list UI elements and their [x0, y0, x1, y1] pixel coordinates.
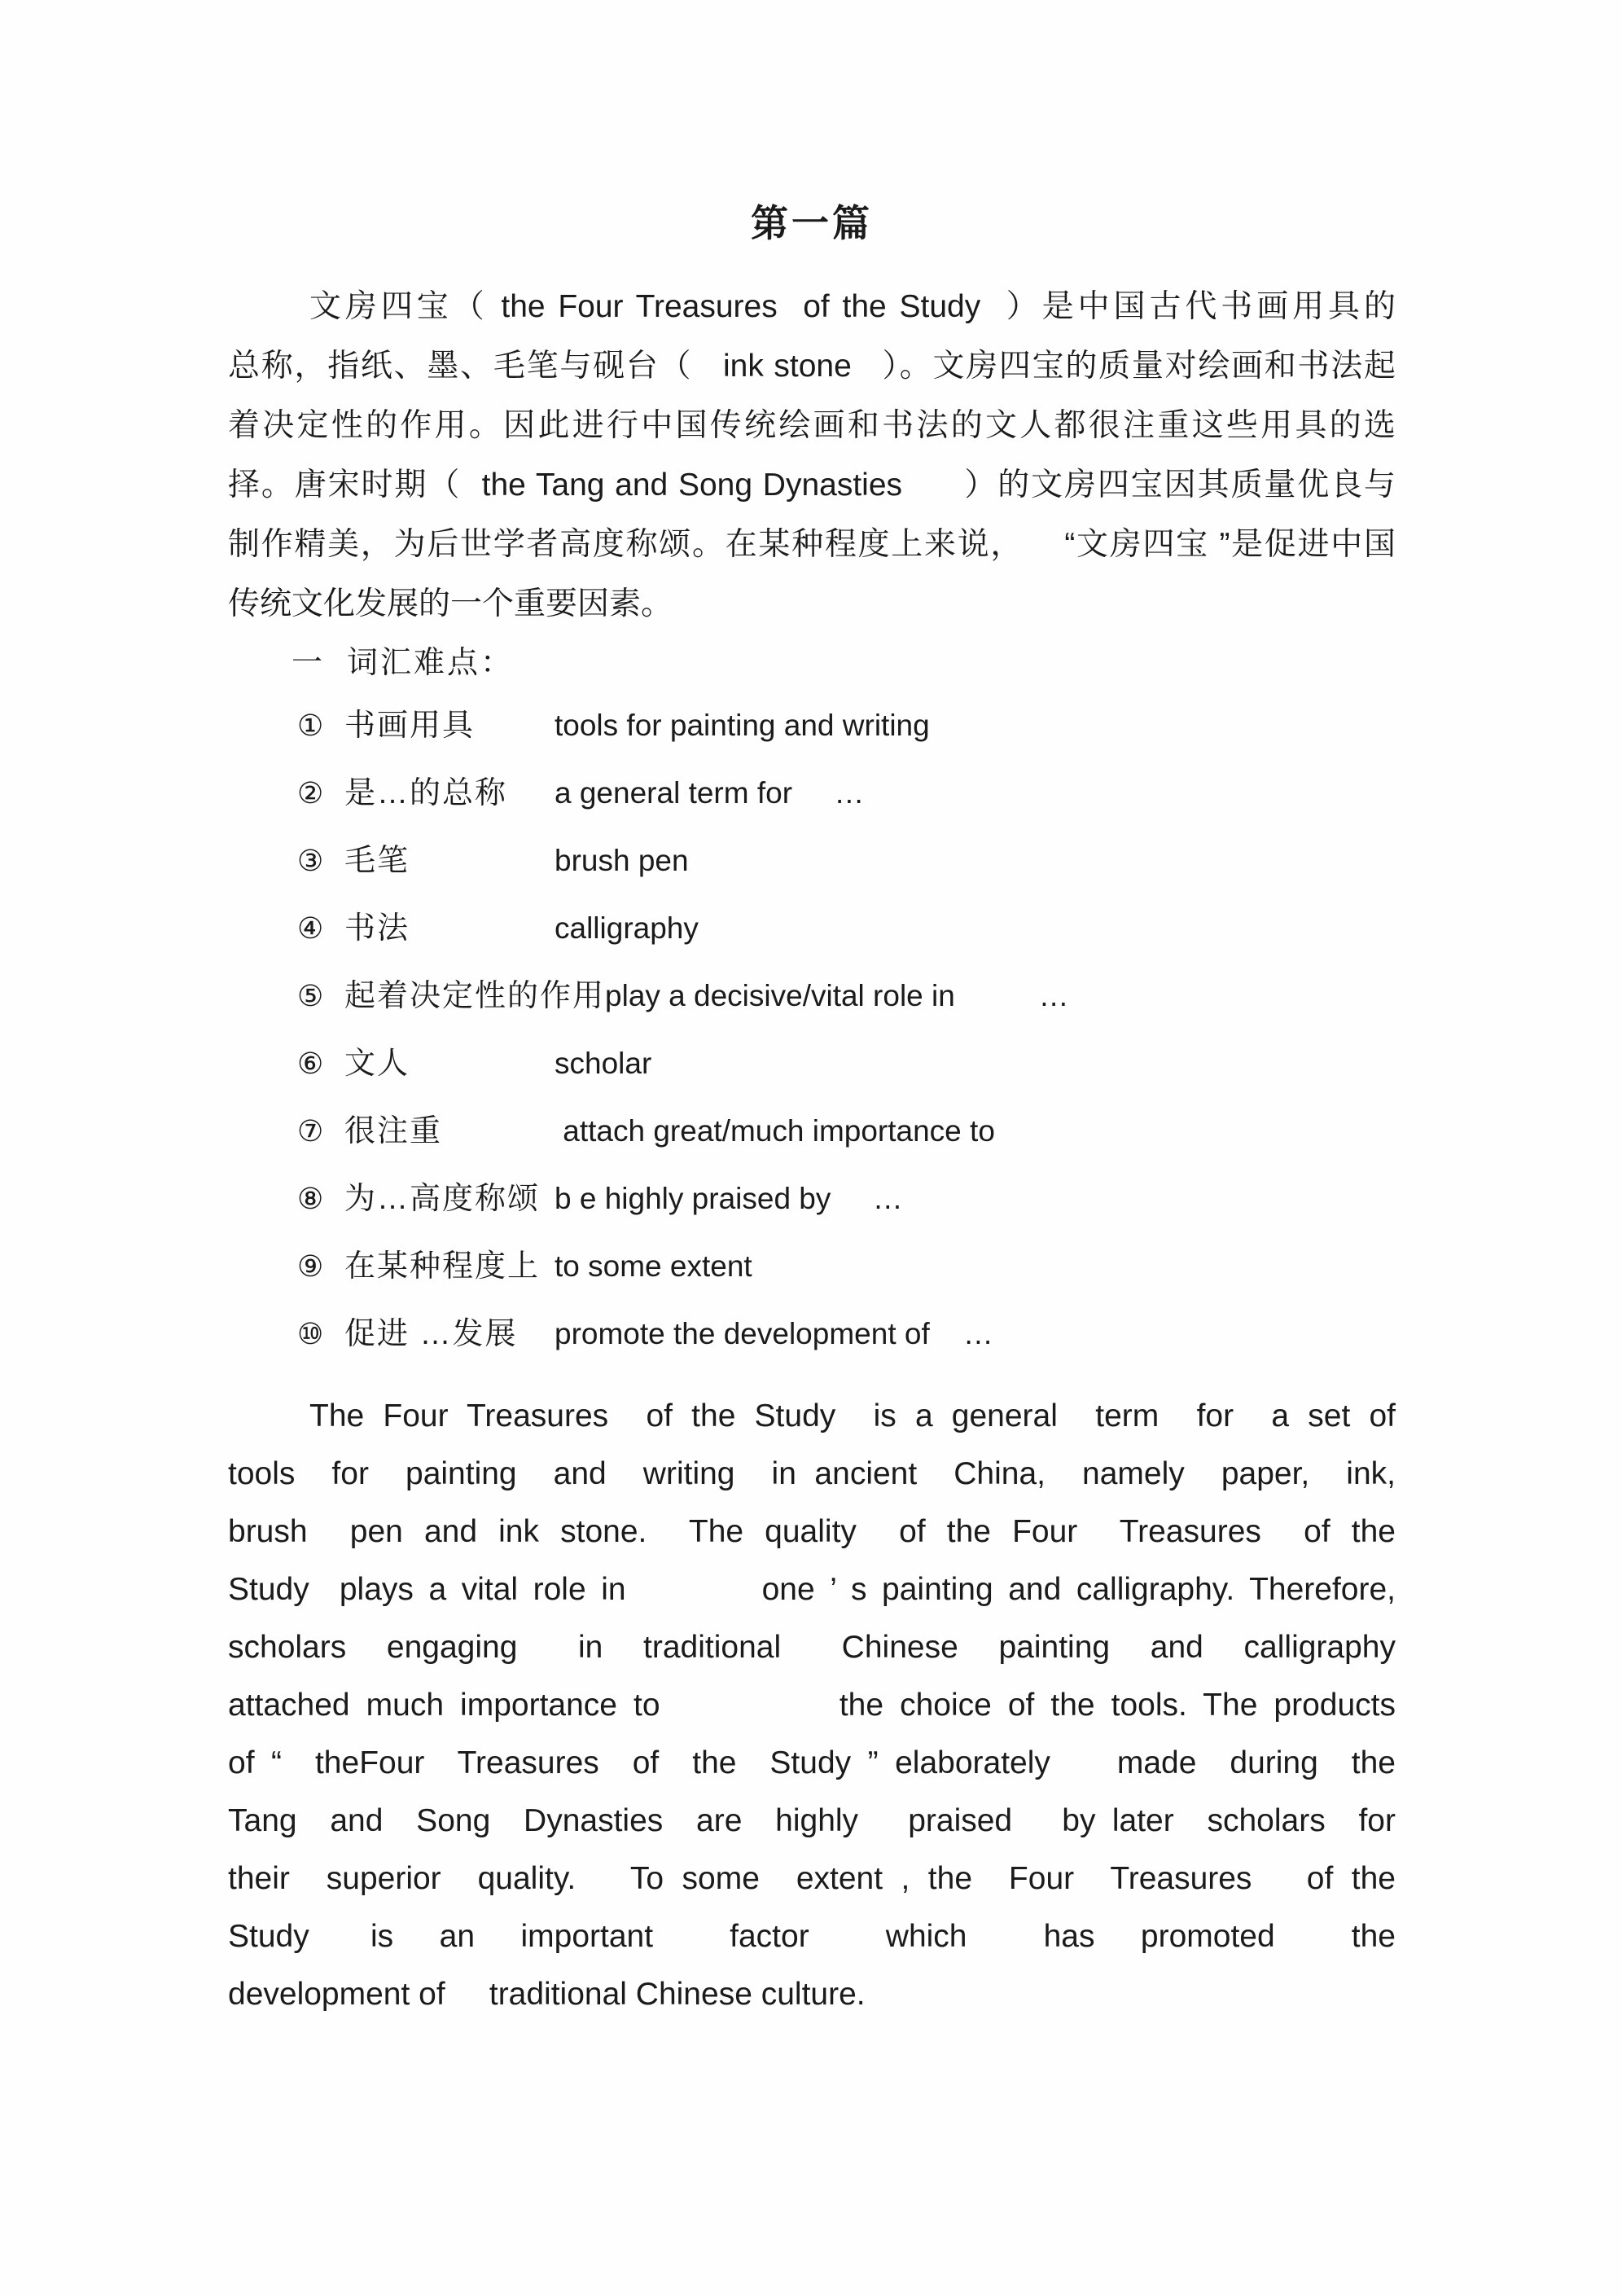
vocab-item — [297, 775, 1396, 812]
vocab-item-definition: scholar — [555, 1047, 652, 1080]
vocab-item-term: 在某种程度上 — [344, 1249, 541, 1284]
paragraph-line: their superior quality. To some extent , the Four Treasures of the — [228, 1861, 1396, 1896]
vocab-item-number: ⑩ — [297, 1317, 324, 1350]
vocab-section-heading — [292, 634, 1396, 692]
vocab-item — [297, 707, 1396, 744]
paragraph-line: tools for painting and writing in ancient China, namely paper, ink, — [228, 1456, 1396, 1491]
vocab-item-term: 文人 — [344, 1047, 410, 1081]
vocab-item-number: ⑦ — [297, 1114, 324, 1148]
vocab-item-number: ⑧ — [297, 1182, 324, 1215]
vocab-item — [297, 1248, 1396, 1285]
vocab-item-definition: tools for painting and writing — [555, 709, 930, 742]
vocab-item — [297, 1113, 1396, 1150]
vocab-item — [297, 1180, 1396, 1218]
paragraph-line: development of traditional Chinese culture. — [228, 1977, 866, 2012]
paragraph-line: 着决定性的作用。因此进行中国传统绘画和书法的文人都很注重这些用具的选 — [228, 408, 1396, 443]
vocab-item — [297, 1045, 1396, 1082]
vocab-item-definition: promote the development of … — [555, 1317, 993, 1350]
paragraph-line: The Four Treasures of the Study is a general term for a set of — [309, 1398, 1396, 1433]
paragraph-line: 总称，指纸、墨、毛笔与砚台（ ink stone ）。文房四宝的质量对绘画和书法起 — [228, 349, 1396, 384]
page-title: 第一篇 — [751, 202, 873, 244]
paragraph-line: 制作精美，为后世学者高度称颂。在某种程度上来说， “文房四宝 ”是促进中国 — [228, 527, 1396, 562]
vocab-item-definition: play a decisive/vital role in … — [605, 979, 1069, 1012]
vocab-item-number: ⑥ — [297, 1047, 324, 1080]
vocab-item-term: 起着决定性的作用 — [344, 979, 606, 1013]
paragraph-line: scholars engaging in traditional Chinese painting and calligraphy — [228, 1630, 1396, 1665]
paragraph-line: Study plays a vital role in one ’ s painting and calligraphy. Therefore, — [228, 1572, 1396, 1607]
paragraph-line: 传统文化发展的一个重要因素。 — [228, 586, 673, 621]
paragraph-line: Study is an important factor which has promoted the — [228, 1919, 1396, 1954]
vocab-item-number: ⑨ — [297, 1249, 324, 1283]
vocab-item-number: ③ — [297, 844, 324, 877]
vocab-item — [297, 842, 1396, 880]
vocab-item-definition: a general term for … — [555, 776, 865, 810]
vocab-heading-label: 词汇难点： — [347, 646, 515, 680]
vocab-item-definition: attach great/much importance to — [555, 1114, 995, 1148]
vocab-list — [228, 707, 1396, 1353]
vocab-item-definition: brush pen — [555, 844, 689, 877]
vocab-item-definition: b e highly praised by … — [555, 1182, 903, 1215]
vocab-item-term: 是…的总称 — [344, 776, 508, 810]
english-paragraph — [228, 1387, 1396, 2023]
vocab-item-definition: calligraphy — [555, 911, 699, 945]
paragraph-line: 文房四宝（ the Four Treasures of the Study ）是中国古代书画用具的 — [309, 289, 1396, 324]
vocab-item-number: ⑤ — [297, 979, 324, 1012]
paragraph-line: of “ theFour Treasures of the Study ” elaborately made during the — [228, 1745, 1396, 1780]
chinese-paragraph — [228, 277, 1396, 634]
vocab-item-term: 毛笔 — [344, 844, 410, 878]
vocab-item-definition: to some extent — [555, 1249, 752, 1283]
vocab-item-term: 很注重 — [344, 1114, 443, 1148]
vocab-item-term: 为…高度称颂 — [344, 1182, 541, 1216]
vocab-item-number: ② — [297, 776, 324, 810]
section-number: 一 — [292, 646, 323, 680]
vocab-item — [297, 977, 1396, 1015]
vocab-item-number: ④ — [297, 911, 324, 945]
vocab-item-term: 书法 — [344, 911, 410, 946]
paragraph-line: Tang and Song Dynasties are highly praised by later scholars for — [228, 1803, 1396, 1838]
vocab-item — [297, 910, 1396, 947]
vocab-item — [297, 1315, 1396, 1353]
vocab-item-term: 书画用具 — [344, 709, 476, 743]
vocab-item-term: 促进 …发展 — [344, 1317, 518, 1351]
paragraph-line: 择。唐宋时期（ the Tang and Song Dynasties ）的文房四宝因其质量优良与 — [228, 468, 1396, 503]
vocab-item-number: ① — [297, 709, 324, 742]
paragraph-line: brush pen and ink stone. The quality of the Four Treasures of the — [228, 1514, 1396, 1549]
paragraph-line: attached much importance to the choice of the tools. The products — [228, 1688, 1396, 1723]
